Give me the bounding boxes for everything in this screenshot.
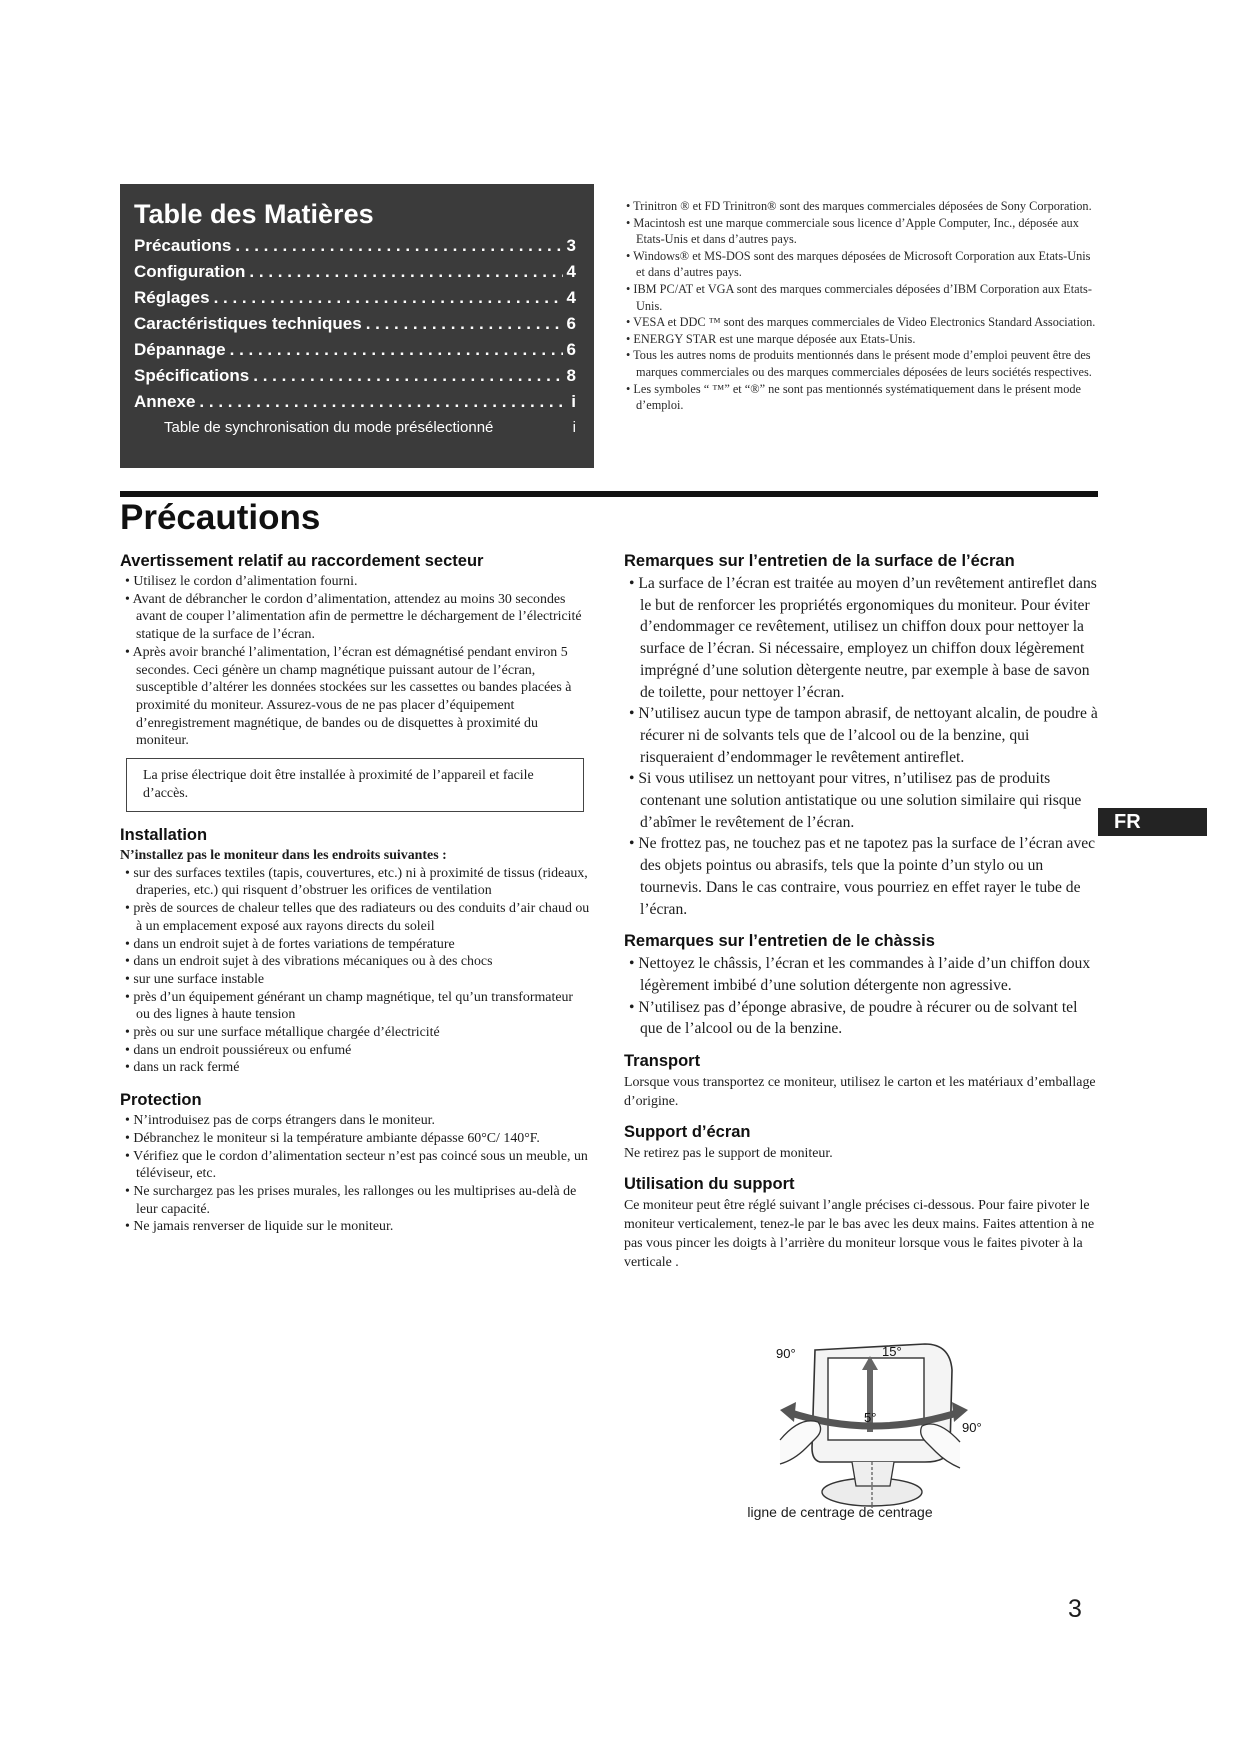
trademark-item: • Macintosh est une marque commerciale sous licence d’Apple Computer, Inc., déposée aux Etats-Unis et dans d’autres pays. (626, 215, 1079, 247)
toc-entry-page: 6 (566, 314, 576, 333)
toc-entry-label: Configuration (134, 262, 246, 281)
toc-sub-entry-page: i (572, 419, 576, 436)
trademark-item: • Tous les autres noms de produits mentionnés dans le présent mode d’emploi peuvent être des marques commerciales ou des marques commerciales déposées de leurs sociétés respectives. (626, 348, 1092, 379)
angle-label-right: 90° (962, 1420, 982, 1435)
toc-entry[interactable] (134, 285, 576, 311)
transport-text: Lorsque vous transportez ce moniteur, utilisez le carton et les matériaux d’emballage d’origine. (624, 1075, 1096, 1110)
trademark-item: • Les symboles “ ™” et “®” ne sont pas mentionnés systématiquement dans le présent mode d’emploi. (626, 381, 1081, 413)
screen-care-item: • N’utilisez aucun type de tampon abrasif, de nettoyant alcalin, de poudre à récurer ni de solvants tels que de l’alcool ou de la benzine, qui risqueraient d’endommager le revêtement antireflet. (629, 705, 1098, 766)
toc-entry-page: 6 (566, 340, 576, 359)
chassis-care-heading: Remarques sur l’entretien de le chàssis (624, 932, 935, 951)
angle-label-up: 15° (882, 1344, 902, 1359)
installation-subheading: N’installez pas le moniteur dans les endroits suivantes : (120, 848, 447, 864)
power-warning-heading: Avertissement relatif au raccordement secteur (120, 552, 484, 570)
installation-item: • près d’un équipement générant un champ magnétique, tel qu’un transformateur ou des lignes à haute tension (125, 989, 574, 1023)
trademark-notes (624, 198, 1096, 414)
page-title: Précautions (120, 498, 321, 537)
screen-care-heading: Remarques sur l’entretien de la surface de l’écran (624, 552, 1015, 570)
toc-entry-page: 8 (566, 366, 576, 385)
trademark-item: • Windows® et MS-DOS sont des marques déposées de Microsoft Corporation aux Etats-Unis et dans d’autres pays. (626, 248, 1091, 280)
toc-entry-page: i (571, 392, 576, 411)
protection-item: • Ne surchargez pas les prises murales, les rallonges ou les multiprises au-delà de leur capacité. (125, 1183, 577, 1217)
chassis-care-item: • Nettoyez le châssis, l’écran et les commandes à l’aide d’un chiffon doux légèrement imbibé d’une solution détergente non agressive. (629, 955, 1091, 994)
left-column (120, 551, 590, 1236)
toc-entry[interactable] (134, 363, 576, 389)
toc-entry-label: Annexe (134, 392, 196, 411)
installation-item: • dans un endroit sujet à de fortes variations de température (125, 936, 455, 952)
protection-item: • Ne jamais renverser de liquide sur le moniteur. (125, 1219, 394, 1235)
language-tab: FR (1098, 808, 1207, 836)
stand-text: Ce moniteur peut être réglé suivant l’angle précises ci-dessous. Pour faire pivoter le moniteur verticalement, tenez-le par le bas avec les deux mains. Faites attention à ne pas vous pincer les doigts à l’arrière du moniteur lorsque vous le faites pivoter à la verticale . (624, 1198, 1095, 1271)
installation-item: • près ou sur une surface métallique chargée d’électricité (125, 1025, 440, 1041)
page-number: 3 (1068, 1595, 1082, 1623)
trademark-item: • ENERGY STAR est une marque déposée aux Etats-Unis. (626, 331, 916, 346)
toc-entry[interactable] (134, 389, 576, 415)
power-warning-item: • Après avoir branché l’alimentation, l’écran est démagnétisé pendant environ 5 secondes. Ceci génère un champ magnétique puissant autour de l’écran, susceptible d’altérer les données stockées sur les cassettes ou bandes placées à proximité du moniteur. Assurez-vous de ne pas placer d’équipement d’enregistrement magnétique, de bandes ou de disquettes à proximité du moniteur. (125, 644, 572, 749)
angle-label-left: 90° (776, 1346, 796, 1361)
swivel-arrow-head-right (952, 1402, 968, 1422)
installation-item: • dans un rack fermé (125, 1060, 240, 1076)
installation-item: • près de sources de chaleur telles que des radiateurs ou des conduits d’air chaud ou à un emplacement exposé aux rayons directs du soleil (125, 901, 590, 934)
toc-sub-entry[interactable] (134, 417, 576, 439)
toc-entry-label: Spécifications (134, 366, 250, 385)
toc-entry[interactable] (134, 259, 576, 285)
trademark-item: • Trinitron ® et FD Trinitron® sont des marques commerciales déposées de Sony Corporation. (626, 199, 1092, 213)
installation-heading: Installation (120, 826, 208, 845)
installation-item: • dans un endroit poussiéreux ou enfumé (125, 1042, 352, 1058)
protection-item: • Débranchez le moniteur si la température ambiante dépasse 60°C/ 140°F. (125, 1130, 540, 1146)
screen-care-item: • Ne frottez pas, ne touchez pas et ne tapotez pas la surface de l’écran avec des objets pointus ou abrasifs, tels que la pointe d’un stylo ou un tournevis. Dans le cas contraire, vous pourriez en effet rayer le tube de l’écran. (629, 835, 1096, 918)
table-of-contents (120, 184, 594, 468)
protection-item: • N’introduisez pas de corps étrangers dans le moniteur. (125, 1113, 435, 1129)
toc-leader (235, 233, 562, 259)
socket-notice-box: La prise électrique doit être installée à proximité de l’appareil et facile d’accès. (126, 758, 584, 812)
screen-care-item: • La surface de l’écran est traitée au moyen d’un revêtement antireflet dans le but de renforcer les propriétés ergonomiques du moniteur. Pour éviter d’endommager ce revêtement, utilisez un chiffon doux pour nettoyer la surface de l’écran. Si nécessaire, employez un chiffon doux légèrement imprégné d’une solution dètergente neutre, par exemple à base de savon de toilette, pour nettoyer l’écran. (629, 575, 1097, 701)
right-column (624, 551, 1098, 1272)
toc-title: Table des Matières (134, 199, 374, 229)
toc-entry-label: Réglages (134, 288, 210, 307)
toc-entry[interactable] (134, 233, 576, 259)
toc-entry-page: 4 (566, 288, 576, 307)
toc-sub-entry-label: Table de synchronisation du mode présélectionné (164, 419, 494, 436)
figure-caption: ligne de centrage de centrage (747, 1504, 933, 1520)
toc-entry-page: 3 (566, 236, 576, 255)
toc-leader (214, 285, 563, 311)
toc-entry-page: 4 (566, 262, 576, 281)
toc-entry-label: Dépannage (134, 340, 226, 359)
screen-care-item: • Si vous utilisez un nettoyant pour vitres, n’utilisez pas de produits contenant une solution antistatique ou une solution similaire qui risque d’abîmer le revêtement de l’écran. (629, 770, 1082, 831)
installation-item: • sur une surface instable (125, 971, 265, 987)
toc-leader (366, 311, 563, 337)
support-heading: Support d’écran (624, 1123, 751, 1142)
toc-entry-label: Précautions (134, 236, 232, 255)
toc-leader (493, 417, 572, 439)
toc-entry[interactable] (134, 311, 576, 337)
trademark-item: • IBM PC/AT et VGA sont des marques commerciales déposées d’IBM Corporation aux Etats-Unis. (626, 281, 1092, 313)
toc-entry-label: Caractéristiques techniques (134, 314, 362, 333)
trademark-item: • VESA et DDC ™ sont des marques commerciales de Video Electronics Standard Association. (626, 315, 1096, 330)
toc-leader (199, 389, 567, 415)
chassis-care-item: • N’utilisez pas d’éponge abrasive, de poudre à récurer ou de solvant tel que de l’alcool ou de la benzine. (629, 998, 1078, 1038)
toc-leader (253, 363, 562, 389)
toc-leader (230, 337, 563, 363)
monitor-neck (852, 1462, 894, 1486)
installation-item: • dans un endroit sujet à des vibrations mécaniques ou à des chocs (125, 954, 493, 970)
power-warning-item: • Utilisez le cordon d’alimentation fourni. (125, 574, 358, 589)
installation-item: • sur des surfaces textiles (tapis, couvertures, etc.) ni à proximité de tissus (rideaux, draperies, etc.) qui risquent d’obstruer les orifices de ventilation (125, 865, 588, 899)
monitor-swivel-illustration (760, 1330, 990, 1520)
angle-label-down: 5° (864, 1410, 877, 1425)
toc-entry[interactable] (134, 337, 576, 363)
stand-heading: Utilisation du support (624, 1175, 795, 1194)
protection-heading: Protection (120, 1091, 202, 1110)
power-warning-item: • Avant de débrancher le cordon d’alimentation, attendez au moins 30 secondes avant de couper l’alimentation afin de permettre le déchargement de l’électricité statique de la surface de l’écran. (125, 591, 582, 643)
swivel-arrow-head-left (780, 1402, 796, 1422)
protection-item: • Vérifiez que le cordon d’alimentation secteur n’est pas coincé sous un meuble, un téléviseur, etc. (125, 1148, 588, 1182)
transport-heading: Transport (624, 1052, 701, 1071)
support-text: Ne retirez pas le support de moniteur. (624, 1146, 833, 1162)
toc-leader (249, 259, 562, 285)
